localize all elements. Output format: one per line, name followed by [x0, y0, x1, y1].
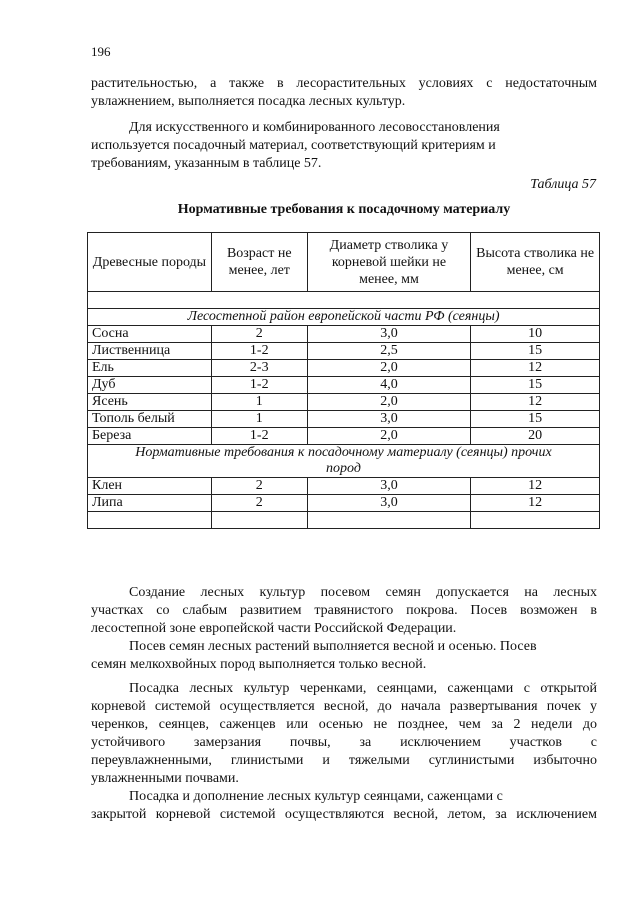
height-cell: 12: [471, 394, 600, 411]
age-cell: 1: [211, 411, 307, 428]
text-line: увлажненными почвами.: [91, 771, 239, 786]
table-row: [88, 360, 600, 377]
header-species: Древесные породы: [88, 233, 212, 292]
age-cell: 2: [211, 326, 307, 343]
height-cell: 12: [471, 478, 600, 495]
text-line: корневой системой осуществляется весной, до начала развертывания почек у: [91, 699, 597, 714]
text-line: используется посадочный материал, соответствующий критериям и: [91, 138, 496, 153]
text-line: переувлажненными, глинистыми и тяжелыми суглинистыми избыточно: [91, 753, 597, 768]
species-cell: Клен: [88, 478, 212, 495]
paragraph-seed-sowing: [91, 638, 597, 674]
diameter-cell: 4,0: [307, 377, 471, 394]
species-cell: Ясень: [88, 394, 212, 411]
diameter-cell: 2,0: [307, 428, 471, 445]
table-empty-row: [88, 292, 600, 309]
species-cell: Тополь белый: [88, 411, 212, 428]
paragraph-planting-material: [91, 119, 597, 173]
height-cell: 20: [471, 428, 600, 445]
diameter-cell: 3,0: [307, 411, 471, 428]
table-header-row: [88, 233, 600, 292]
age-cell: 1-2: [211, 428, 307, 445]
text-line: Посадка и дополнение лесных культур сеянцами, саженцами с: [129, 789, 503, 804]
species-cell: Липа: [88, 495, 212, 512]
species-cell: Дуб: [88, 377, 212, 394]
table-row: [88, 377, 600, 394]
height-cell: 15: [471, 411, 600, 428]
header-height: Высота стволика не менее, см: [471, 233, 600, 292]
age-cell: 1: [211, 394, 307, 411]
height-cell: 10: [471, 326, 600, 343]
diameter-cell: 2,5: [307, 343, 471, 360]
species-cell: Ель: [88, 360, 212, 377]
species-cell: Лиственница: [88, 343, 212, 360]
diameter-cell: 2,0: [307, 360, 471, 377]
height-cell: 12: [471, 360, 600, 377]
text-line: увлажнением, выполняется посадка лесных культур.: [91, 94, 406, 109]
text-line: Посев семян лесных растений выполняется весной и осенью. Посев: [129, 639, 537, 654]
table-row: [88, 326, 600, 343]
text-line: растительностью, а также в лесорастительных условиях с недостаточным: [91, 76, 597, 91]
text-line: Для искусственного и комбинированного лесовосстановления: [129, 120, 500, 135]
species-cell: Береза: [88, 428, 212, 445]
header-age: Возраст не менее, лет: [211, 233, 307, 292]
text-line: Посадка лесных культур черенками, сеянцами, саженцами с открытой: [129, 681, 597, 696]
planting-material-table: [87, 232, 600, 529]
text-line: требованиям, указанным в таблице 57.: [91, 156, 322, 171]
table-section-row: [88, 445, 600, 478]
paragraph-open-root-planting: [91, 680, 597, 788]
diameter-cell: 3,0: [307, 326, 471, 343]
text-line: черенков, сеянцев, саженцев или осенью не позднее, чем за 2 недели до: [91, 717, 597, 732]
age-cell: 2: [211, 478, 307, 495]
height-cell: 12: [471, 495, 600, 512]
height-cell: 15: [471, 343, 600, 360]
table-caption: Таблица 57: [530, 177, 596, 192]
diameter-cell: 3,0: [307, 495, 471, 512]
paragraph-closed-root-planting: [91, 788, 597, 824]
header-diameter: Диаметр стволика у корневой шейки не менее, мм: [307, 233, 471, 292]
table-row: [88, 495, 600, 512]
table-row: [88, 411, 600, 428]
diameter-cell: 3,0: [307, 478, 471, 495]
table-row: [88, 478, 600, 495]
text-line: семян мелкохвойных пород выполняется только весной.: [91, 657, 427, 672]
age-cell: 1-2: [211, 343, 307, 360]
table-empty-row: [88, 512, 600, 529]
paragraph-sowing: [91, 584, 597, 638]
page-number: 196: [91, 44, 111, 59]
diameter-cell: 2,0: [307, 394, 471, 411]
text-line: лесостепной зоне европейской части Российской Федерации.: [91, 621, 457, 636]
section-forest-steppe: Лесостепной район европейской части РФ (сеянцы): [88, 309, 600, 326]
section-other-species: Нормативные требования к посадочному материалу (сеянцы) прочих пород: [88, 445, 600, 478]
table-row: [88, 343, 600, 360]
age-cell: 2-3: [211, 360, 307, 377]
table-section-row: [88, 309, 600, 326]
text-line: закрытой корневой системой осуществляются весной, летом, за исключением: [91, 807, 597, 822]
text-line: устойчивого замерзания почвы, за исключением участков с: [91, 735, 597, 750]
table-row: [88, 428, 600, 445]
height-cell: 15: [471, 377, 600, 394]
age-cell: 2: [211, 495, 307, 512]
species-cell: Сосна: [88, 326, 212, 343]
paragraph-intro: [91, 75, 597, 111]
table-title: Нормативные требования к посадочному материалу: [177, 202, 511, 217]
age-cell: 1-2: [211, 377, 307, 394]
text-line: участках со слабым развитием травянистого покрова. Посев возможен в: [91, 603, 597, 618]
table-row: [88, 394, 600, 411]
text-line: Создание лесных культур посевом семян допускается на лесных: [129, 585, 597, 600]
